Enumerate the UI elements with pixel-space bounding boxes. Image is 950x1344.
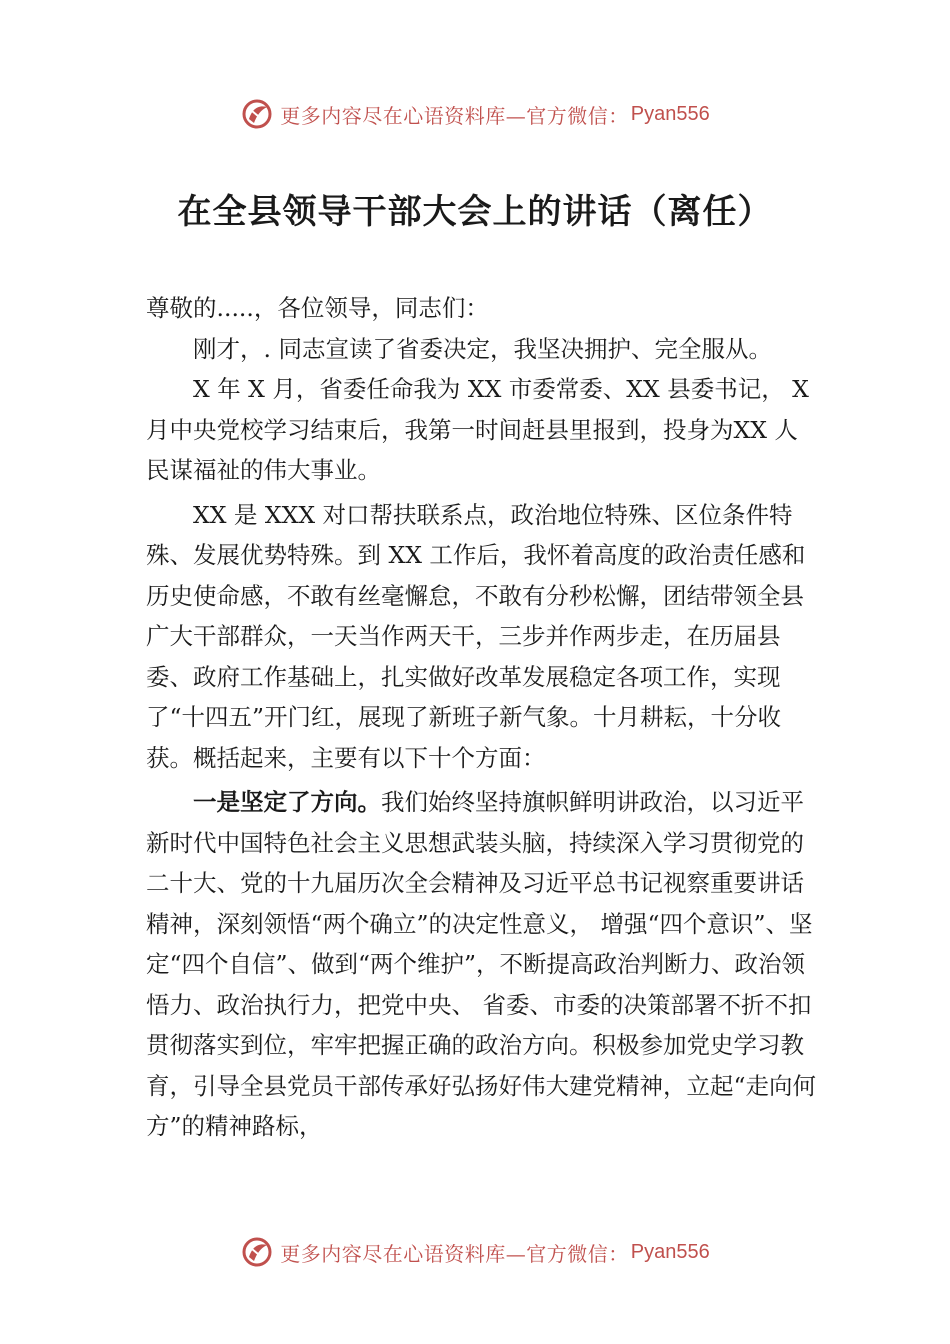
- paragraph-section-one: [146, 782, 816, 1147]
- section-one-body: 我们始终坚持旗帜鲜明讲政治，以习近平新时代中国特色社会主义思想武装头脑，持续深入学习贯彻党的二十大、党的十九届历次全会精神及习近平总书记视察重要讲话精神，深刻领悟“两个确立”的决定性意义， 增强“四个意识”、坚定“四个自信”、做到“两个维护”，不断提高政治判断力、政治领悟力、政治执行力，把党中央、 省委、市委的决策部署不折不扣贯彻落实到位，牢牢把握正确的政治方向。积极参加党史学习教育，引导全县党员干部传承好弘扬好伟大建党精神，立起“走向何方”的精神路标，: [146, 788, 817, 1140]
- paragraph-3: XX 是 XXX 对口帮扶联系点，政治地位特殊、区位条件特殊、发展优势特殊。到 XX 工作后，我怀着高度的政治责任感和历史使命感，不敢有丝毫懈怠，不敢有分秒松懈，团结带领全县广大干部群众，一天当作两天干，三步并作两步走，在历届县委、政府工作基础上，扎实做好改革发展稳定各项工作，实现了“十四五”开门红，展现了新班子新气象。十月耕耘，十分收获。概括起来，主要有以下十个方面：: [146, 500, 806, 772]
- section-one-lead: 一是坚定了方向。: [193, 788, 381, 816]
- watermark-header: [0, 94, 950, 134]
- watermark-footer: [0, 1232, 950, 1272]
- watermark-wechat-id: Pyan556: [630, 1240, 710, 1263]
- paragraph-1: 刚才，. 同志宣读了省委决定，我坚决拥护、完全服从。: [193, 334, 772, 363]
- red-ribbon-logo-icon: [240, 97, 274, 131]
- watermark-text: 更多内容尽在心语资料库—官方微信：: [280, 103, 629, 128]
- watermark-wechat-id: Pyan556: [630, 102, 710, 125]
- watermark-text: 更多内容尽在心语资料库—官方微信：: [280, 1241, 629, 1266]
- paragraph-2: X 年 X 月，省委任命我为 XX 市委常委、XX 县委书记， X 月中央党校学习结束后，我第一时间赶县里报到，投身为XX 人民谋福祉的伟大事业。: [146, 375, 809, 484]
- red-ribbon-logo-icon: [240, 1235, 274, 1269]
- document-body: [146, 288, 816, 1147]
- salutation: 尊敬的.....，各位领导，同志们：: [146, 294, 489, 322]
- document-title: 在全县领导干部大会上的讲话（离任）: [177, 192, 773, 232]
